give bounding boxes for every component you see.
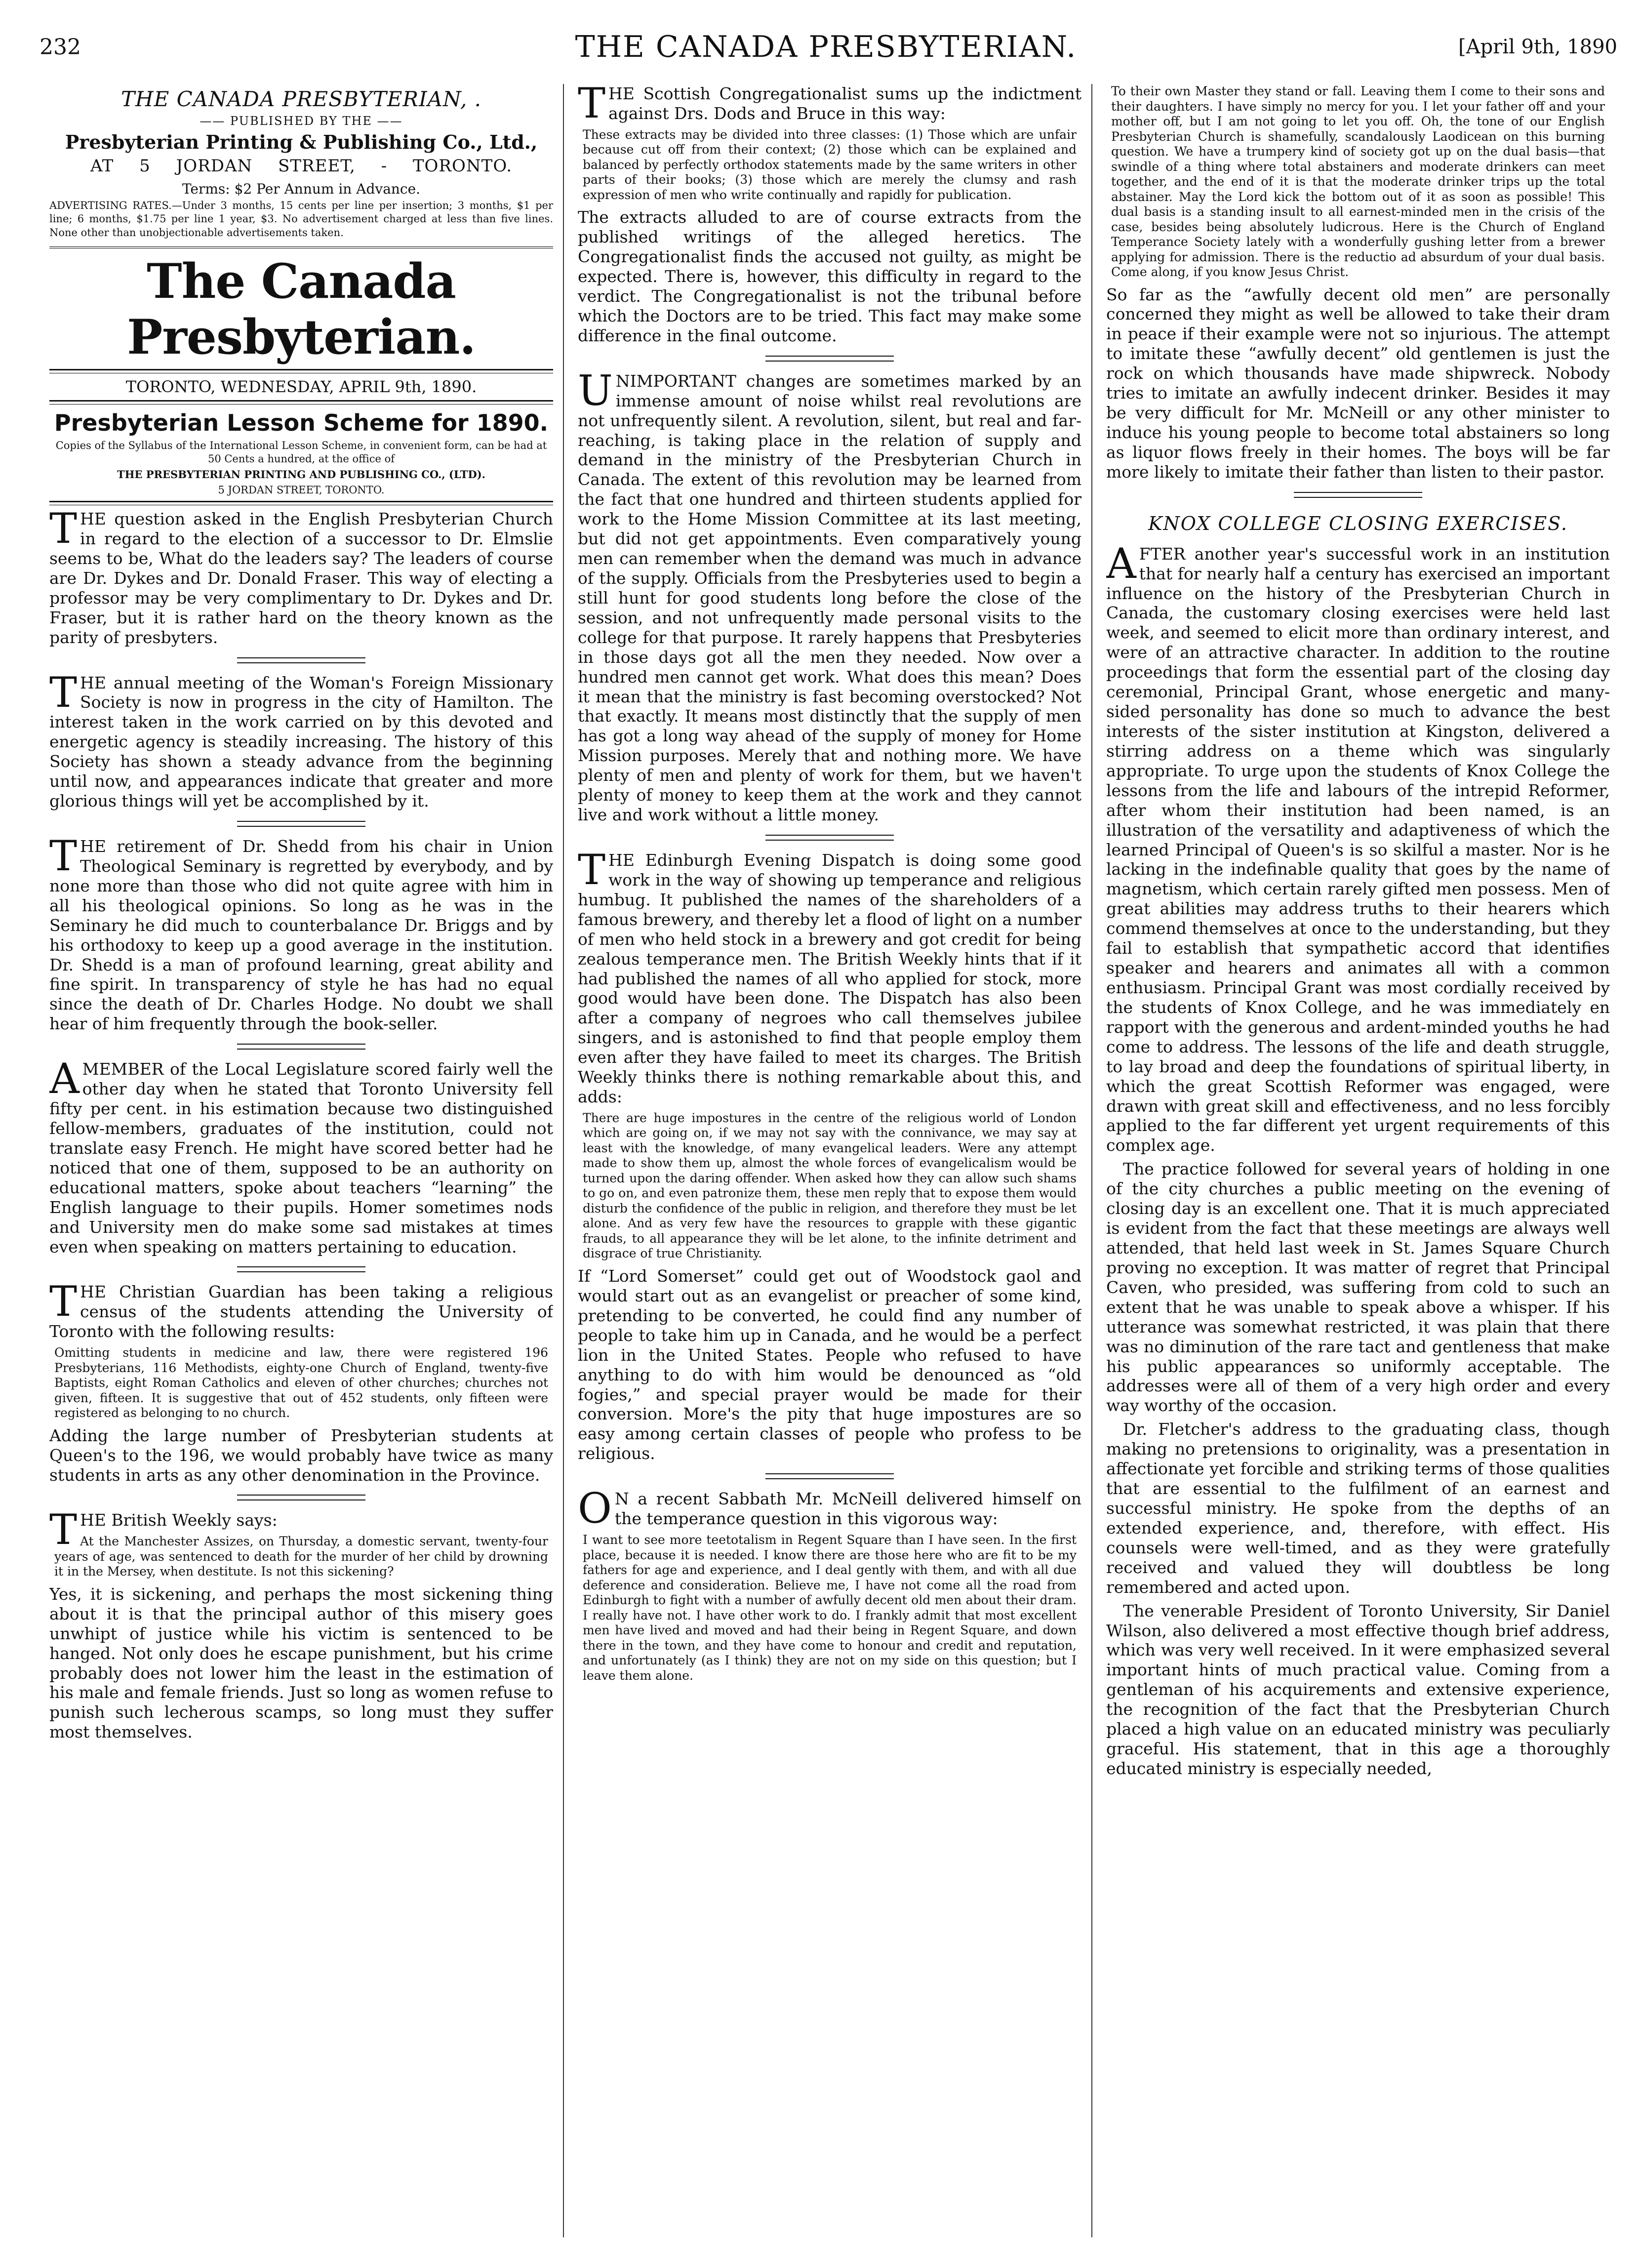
block-quote: These extracts may be divided into three classes: (1) Those which are unfair because cut off from their context; (2) those which can be explained and balanced by perfectly orthodox statements made by the same writers in other parts of their books; (3) those which are merely the clumsy and rash expression of men who write continually and rapidly for publication.	[583, 127, 1077, 202]
article-paragraph: Adding the large number of Presbyterian students at Queen's to the 196, we would probably have twice as many students in arts as any other denomination in the Province.	[49, 1425, 553, 1485]
article-paragraph: If “Lord Somerset” could get out of Woodstock gaol and would start out as an evangelist or preacher of some kind, pretending to be converted, he could find any number of people to take him up in Canada, and he would be a perfect lion in the United States. People who refused to have anything to do with him would be denounced as “old fogies,” and special prayer would be made for their conversion. More's the pity that huge impostures are so easy among certain classes of people who profess to be religious.	[578, 1266, 1081, 1463]
article-separator	[237, 657, 365, 663]
article-paragraph: THE question asked in the English Presbyterian Church in regard to the election of a successor to Dr. Elmslie seems to be, What do the leaders say? The leaders of course are Dr. Dykes and Dr. Donald Fraser. This way of electing a professor may be very complimentary to Dr. Dykes and Dr. Fraser, but it is rather hard on the theory known as the parity of presbyters.	[49, 504, 553, 647]
article-paragraph: The practice followed for several years of holding in one of the city churches a public meeting on the evening of closing day is an excellent one. That it is much appreciated is evident from the fact that these meetings are always well attended, that held last week in St. James Square Church proving no exception. It was matter of regret that Principal Caven, who presided, was suffering from cold to such an extent that he was unable to speak above a whisper. If his utterance was somewhat restricted, it was plain that there was no diminution of the rare tact and gentleness that make his public appearances so uniformly acceptable. The addresses were all of them of a very high order and every way worthy of the occasion.	[1106, 1159, 1610, 1416]
column-1	[49, 84, 553, 2247]
article-paragraph: ON a recent Sabbath Mr. McNeill delivered himself on the temperance question in this vigorous way:	[578, 1484, 1081, 1533]
masthead	[49, 87, 553, 405]
double-rule	[49, 400, 553, 405]
page-number: 232	[40, 35, 81, 60]
article-paragraph: THE annual meeting of the Woman's Foreign Missionary Society is now in progress in the city of Hamilton. The interest taken in the work carried on by this devoted and energetic agency is steadily increasing. The history of this Society has shown a steady advance from the beginning until now, and appearances indicate that greater and more glorious things will yet be accomplished by it.	[49, 668, 553, 811]
article-paragraph: AFTER another year's successful work in an institution that for nearly half a century has exercised an important influence on the history of the Presbyterian Church in Canada, the customary closing exercises were held last week, and seemed to elicit more than ordinary interest, and were of an attractive character. In addition to the routine proceedings that form the essential part of the closing day ceremonial, Principal Grant, whose energetic and many-sided personality has done so much to advance the best interests of the sister institution at Kingston, delivered a stirring address on a theme which was singularly appropriate. To urge upon the students of Knox College the lessons from the life and labours of the intrepid Reformer, after whom their institution had been named, is an illustration of the versatility and adaptiveness of which the learned Principal of Queen's is so skilful a master. Nor is he lacking in the indefinable quality that goes by the name of magnetism, which certain rarely gifted men possess. Men of great abilities may address truths to their hearers which commend themselves at once to the understanding, but they fail to establish that sympathetic accord that identifies speaker and hearers and animates all with a common enthusiasm. Principal Grant was most cordially received by the students of Knox College, and he was immediately en rapport with the generous and ardent-minded youths he had come to address. The lessons of the life and death struggle, to lay broad and deep the foundations of spiritual liberty, in which the great Scottish Reformer was engaged, were drawn with great skill and effectiveness, and no less forcibly applied to the far different yet urgent requirements of this complex age.	[1106, 539, 1610, 1155]
article-separator	[237, 821, 365, 827]
lesson-company: THE PRESBYTERIAN PRINTING AND PUBLISHING CO., (LTD).	[117, 468, 485, 481]
block-quote: At the Manchester Assizes, on Thursday, a domestic servant, twenty-four years of age, was sentenced to death for the murder of her child by drowning it in the Mersey, when destitute. Is not this sickening?	[54, 1534, 548, 1579]
issue-date: [April 9th, 1890	[1458, 36, 1617, 58]
article-separator	[765, 1473, 894, 1479]
article-separator	[237, 1495, 365, 1500]
article-paragraph: THE retirement of Dr. Shedd from his chair in Union Theological Seminary is regretted by everybody, and by none more than those who did not quite agree with him in all his theological opinions. So long as he was in the Seminary he did much to counterbalance Dr. Briggs and by his orthodoxy to keep up a good average in the institution. Dr. Shedd is a man of profound learning, great ability and fine spirit. In transparency of style he has had no equal since the death of Dr. Charles Hodge. No doubt we shall hear of him frequently through the book-seller.	[49, 831, 553, 1034]
double-rule	[49, 369, 553, 373]
article-separator	[237, 1266, 365, 1272]
article-paragraph: UNIMPORTANT changes are sometimes marked by an immense amount of noise whilst real revolutions are not unfrequently silent. A revolution, silent, but real and far-reaching, is taking place in the relation of supply and demand in the ministry of the Presbyterian Church in Canada. The extent of this revolution may be learned from the fact that one hundred and thirteen students applied for work to the Home Mission Committee at its last meeting, but did not get appointments. Even comparatively young men can remember when the demand was much in advance of the supply. Officials from the Presbyteries used to begin a still hunt for good students long before the close of the session, and not unfrequently made personal visits to the college for that purpose. It rarely happens that Presbyteries in those days got all the men they needed. Now over a hundred men cannot get work. What does this mean? Does it mean that the ministry is fast becoming overstocked? Not that exactly. It means most distinctly that the supply of men has got a long way ahead of the supply of money for Home Mission purposes. Merely that and nothing more. We have plenty of men and plenty of work for them, but we haven't plenty of money to keep them at the work and they cannot live and work without a little money.	[578, 366, 1081, 825]
column-3	[1106, 84, 1610, 2247]
masthead-advertising-rates: ADVERTISING RATES.—Under 3 months, 15 cents per line per insertion; 3 months, $1 per line; 6 months, $1.75 per line 1 year, $3. No advertisement charged at less than five lines. None other than unobjectionable advertisements taken.	[49, 200, 553, 239]
block-quote: To their own Master they stand or fall. Leaving them I come to their sons and their daughters. I have simply no mercy for you. I let your father off and your mother off, but I am not going to let you off. Oh, the tone of our English Presbyterian Church is shamefully, scandalously Laodicean on this burning question. We have a trumpery kind of society got up on the dual basis—that swindle of a thing where total abstainers and moderate drinkers can meet together, and the end of it is that the moderate drinker trips up the total abstainer. May the Lord kick the bottom out of it as soon as possible! This dual basis is a standing insult to all earnest-minded men in the crisis of the case, besides being absolutely ludicrous. Here is the Church of England Temperance Society lately with a wonderfully gushing letter from a brewer applying for admission. There is the reductio ad absurdum of your dual basis. Come along, if you know Jesus Christ.	[1111, 84, 1605, 279]
column-2	[578, 84, 1081, 2247]
journal-title: THE CANADA PRESBYTERIAN.	[575, 30, 1077, 64]
article-paragraph: THE Scottish Congregationalist sums up the indictment against Drs. Dods and Bruce in this way:	[578, 84, 1081, 127]
block-quote: I want to see more teetotalism in Regent Square than I have seen. In the first place, because it is needed. I know there are those here who are fit to be my fathers for age and experience, and I deal gently with them, and with all due deference and consideration. Believe me, I have not come all the road from Edinburgh to fight with a number of awfully decent old men about their dram. I really have not. I have other work to do. I frankly admit that most excellent men have lived and moved and had their being in Regent Square, and down there in the town, and they have come to honour and credit and reputation, and unfortunately (as I think) they are not on my side on this question; but I leave them alone.	[583, 1533, 1077, 1683]
article-paragraph: The venerable President of Toronto University, Sir Daniel Wilson, also delivered a most effective though brief address, which was very well received. In it were emphasized several important hints of much practical value. Coming from a gentleman of his acquirements and extensive experience, the recognition of the fact that the Presbyterian Church placed a high value on an educated ministry was peculiarly graceful. His statement, that in this age a thoroughly educated ministry is especially needed,	[1106, 1601, 1610, 1778]
lesson-scheme-title: Presbyterian Lesson Scheme for 1890.	[54, 409, 549, 436]
article-paragraph: The extracts alluded to are of course extracts from the published writings of the alleged heretics. The Congregationalist finds the accused not guilty, as might be expected. There is, however, this difficulty in regard to the verdict. The Congregationalist is not the tribunal before which the Doctors are to be tried. This fact may make some difference in the final outcome.	[578, 207, 1081, 345]
article-separator	[765, 835, 894, 841]
masthead-published-by: —— PUBLISHED BY THE ——	[200, 114, 403, 128]
article-paragraph: THE Edinburgh Evening Dispatch is doing some good work in the way of showing up temperance and religious humbug. It published the names of the shareholders of a famous brewery, and thereby let a flood of light on a number of men who held stock in a brewery and got credit for being zealous temperance men. The British Weekly hints that if it had published the names of all who applied for stock, more good would have been done. The Dispatch has also been after a company of negroes who call themselves jubilee singers, and is astonished to find that people employ them even after they have failed to meet its charges. The British Weekly thinks there is nothing remarkable about this, and adds:	[578, 846, 1081, 1107]
article-paragraph: Dr. Fletcher's address to the graduating class, though making no pretensions to originality, was a presentation in affectionate yet forcible and striking terms of those qualities that are essential to the fulfilment of an earnest and successful ministry. He spoke from the depths of an extended experience, and, therefore, with effect. His counsels were well-timed, and as they were gratefully received and valued they will doubtless be long remembered and acted upon.	[1106, 1419, 1610, 1597]
newspaper-page	[30, 30, 1622, 2252]
section-heading: KNOX COLLEGE CLOSING EXERCISES.	[1148, 512, 1568, 534]
article-paragraph: So far as the “awfully decent old men” are personally concerned they might as well be allowed to take their dram in peace if their example were not so injurious. The attempt to imitate these “awfully decent” old gentlemen is just the rock on which thousands have made shipwreck. Nobody tries to imitate an awfully indecent drinker. Besides it may be very difficult for Mr. McNeill or any other minister to induce his young people to become total abstainers so long as liquor flows freely in their homes. The boys will be far more likely to imitate their father than listen to their pastor.	[1106, 284, 1610, 482]
column-rule	[563, 84, 564, 2237]
article-separator	[237, 1044, 365, 1050]
article-separator	[765, 356, 894, 362]
block-quote: There are huge impostures in the centre of the religious world of London which are going on, if we may not say with the connivance, we may say at least with the knowledge, of many evangelical leaders. Were any attempt made to show them up, almost the whole forces of evangelicalism would be turned upon the daring offender. When asked how they can allow such shams to go on, and even patronize them, these men reply that to expose them would disturb the confidence of the public in religion, and therefore they must be let alone. And as very few have the resources to grapple with these gigantic frauds, to all appearance they will be let alone, to the infinite detriment and disgrace of true Christianity.	[583, 1110, 1077, 1261]
masthead-terms: Terms: $2 Per Annum in Advance.	[182, 181, 421, 197]
masthead-address: AT 5 JORDAN STREET, - TORONTO.	[90, 156, 513, 176]
masthead-publication-name: THE CANADA PRESBYTERIAN, .	[120, 87, 482, 111]
block-quote: Omitting students in medicine and law, there were registered 196 Presbyterians, 116 Methodists, eighty-one Church of England, twenty-five Baptists, eight Roman Catholics and eleven of other churches; churches not given, fifteen. It is suggestive that out of 452 students, only fifteen were registered as belonging to no church.	[54, 1345, 548, 1420]
masthead-company: Presbyterian Printing & Publishing Co., Ltd.,	[65, 131, 538, 153]
article-paragraph: THE Christian Guardian has been taking a religious census of the students attending the University of Toronto with the following results:	[49, 1277, 553, 1341]
article-separator	[1294, 492, 1422, 498]
masthead-dateline: TORONTO, WEDNESDAY, APRIL 9th, 1890.	[125, 377, 477, 396]
page-header	[30, 30, 1622, 69]
lesson-address: 5 JORDAN STREET, TORONTO.	[218, 484, 385, 496]
masthead-flag: The Canada Presbyterian.	[49, 246, 553, 365]
column-rule	[1091, 84, 1092, 2237]
article-paragraph: THE British Weekly says:	[49, 1505, 278, 1554]
lesson-copies-note: Copies of the Syllabus of the International Lesson Scheme, in convenient form, can be had at 50 Cents a hundred, at the office of	[55, 439, 547, 465]
article-paragraph: AMEMBER of the Local Legislature scored fairly well the other day when he stated that Toronto University fell fifty per cent. in his estimation because two distinguished fellow-members, graduates of the institution, could not translate easy French. He might have scored better had he noticed that one of them, supposed to be an authority on educational matters, spoke about teachers “learning” the English language to their pupils. Homer sometimes nods and University men do make some sad mistakes at times even when speaking on matters pertaining to education.	[49, 1054, 553, 1256]
article-paragraph: Yes, it is sickening, and perhaps the most sickening thing about it is that the principal author of this misery goes unwhipt of justice while his victim is sentenced to be hanged. Not only does he escape punishment, but his crime probably does not lower him the least in the estimation of his male and female friends. Just so long as women refuse to punish such lecherous scamps, so long must they suffer most themselves.	[49, 1584, 553, 1742]
double-rule	[49, 501, 553, 505]
